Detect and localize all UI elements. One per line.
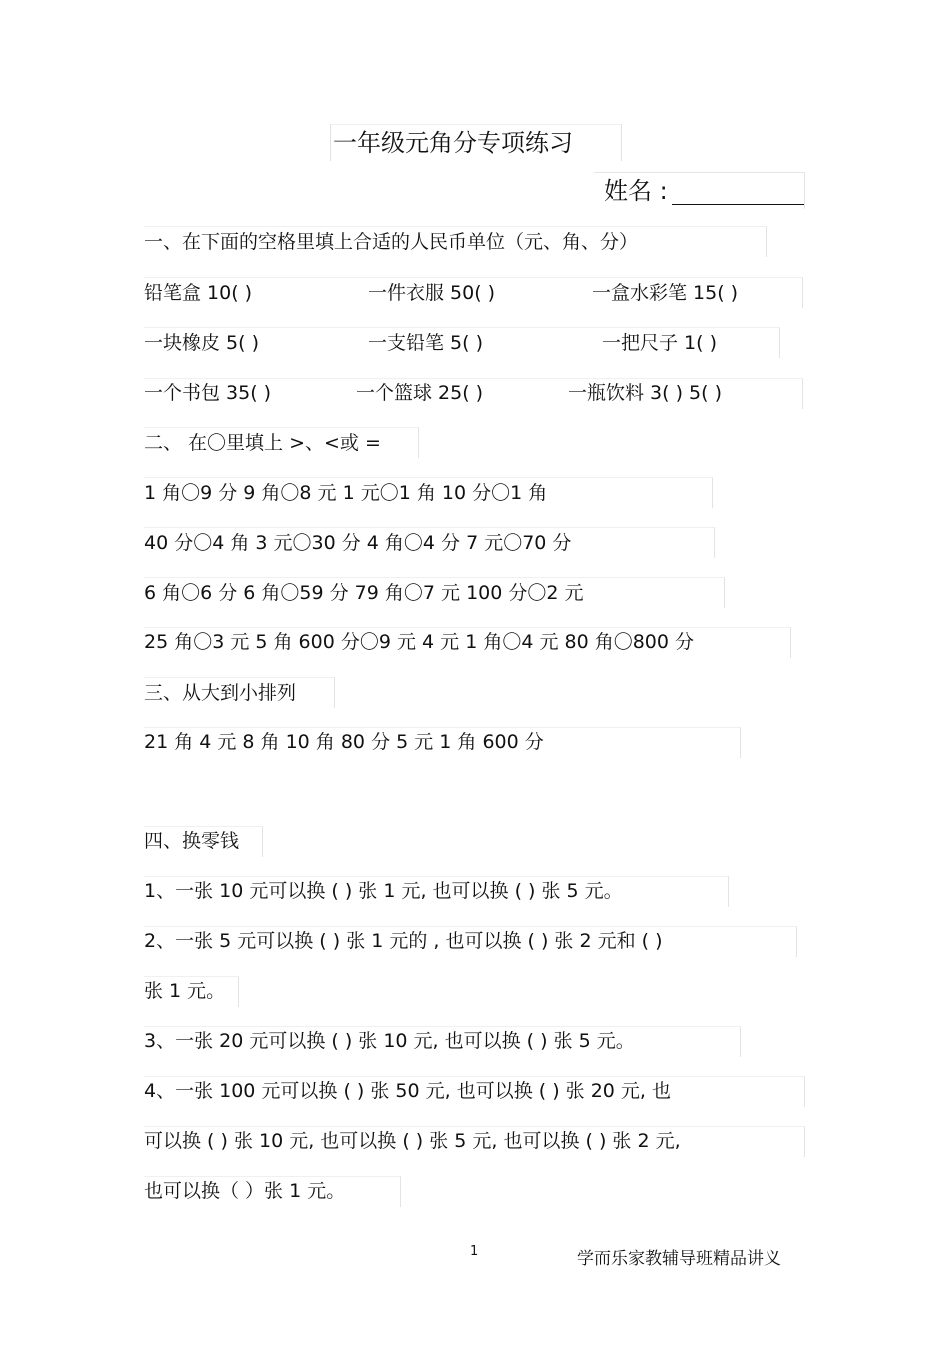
page-title: 一年级元角分专项练习 <box>330 124 622 161</box>
name-blank-line[interactable] <box>672 204 804 205</box>
unit-item: 一盒水彩笔 15( ) <box>592 282 739 304</box>
unit-item: 一支铅笔 5( ) <box>368 332 483 354</box>
change-line: 张 1 元。 <box>144 980 226 1002</box>
page-number: 1 <box>470 1244 479 1259</box>
change-line: 可以换 ( ) 张 10 元, 也可以换 ( ) 张 5 元, 也可以换 ( ) 张 2 元, <box>144 1130 681 1152</box>
change-line: 1、一张 10 元可以换 ( ) 张 1 元, 也可以换 ( ) 张 5 元。 <box>144 880 623 902</box>
section1-row2 <box>144 328 784 358</box>
unit-item: 一个书包 35( ) <box>144 382 272 404</box>
section1-heading: 一、在下面的空格里填上合适的人民币单位（元、角、分） <box>144 231 639 253</box>
unit-item: 一件衣服 50( ) <box>368 282 496 304</box>
compare-row: 6 角〇6 分 6 角〇59 分 79 角〇7 元 100 分〇2 元 <box>144 582 584 604</box>
compare-row: 1 角〇9 分 9 角〇8 元 1 元〇1 角 10 分〇1 角 <box>144 482 548 504</box>
change-line: 也可以换（ ）张 1 元。 <box>144 1180 346 1202</box>
name-label: 姓名 : <box>604 177 668 205</box>
section1-row1 <box>144 278 804 308</box>
section4-heading: 四、换零钱 <box>144 830 240 852</box>
compare-row: 25 角〇3 元 5 角 600 分〇9 元 4 元 1 角〇4 元 80 角〇800 分 <box>144 631 695 653</box>
unit-item: 一瓶饮料 3( ) 5( ) <box>568 382 722 404</box>
unit-item: 一块橡皮 5( ) <box>144 332 259 354</box>
footer-brand: 学而乐家教辅导班精品讲义 <box>577 1249 781 1269</box>
section1-row3 <box>144 378 804 408</box>
section3-heading: 三、从大到小排列 <box>144 682 297 704</box>
change-line: 3、一张 20 元可以换 ( ) 张 10 元, 也可以换 ( ) 张 5 元。 <box>144 1030 635 1052</box>
section2-heading: 二、 在〇里填上 >、<或 = <box>144 432 381 454</box>
unit-item: 一个篮球 25( ) <box>356 382 484 404</box>
unit-item: 铅笔盒 10( ) <box>144 282 253 304</box>
change-line: 2、一张 5 元可以换 ( ) 张 1 元的 , 也可以换 ( ) 张 2 元和 ( ) <box>144 930 663 952</box>
unit-item: 一把尺子 1( ) <box>602 332 717 354</box>
change-line: 4、一张 100 元可以换 ( ) 张 50 元, 也可以换 ( ) 张 20 元, 也 <box>144 1080 671 1102</box>
compare-row: 40 分〇4 角 3 元〇30 分 4 角〇4 分 7 元〇70 分 <box>144 532 572 554</box>
sort-row: 21 角 4 元 8 角 10 角 80 分 5 元 1 角 600 分 <box>144 731 544 753</box>
